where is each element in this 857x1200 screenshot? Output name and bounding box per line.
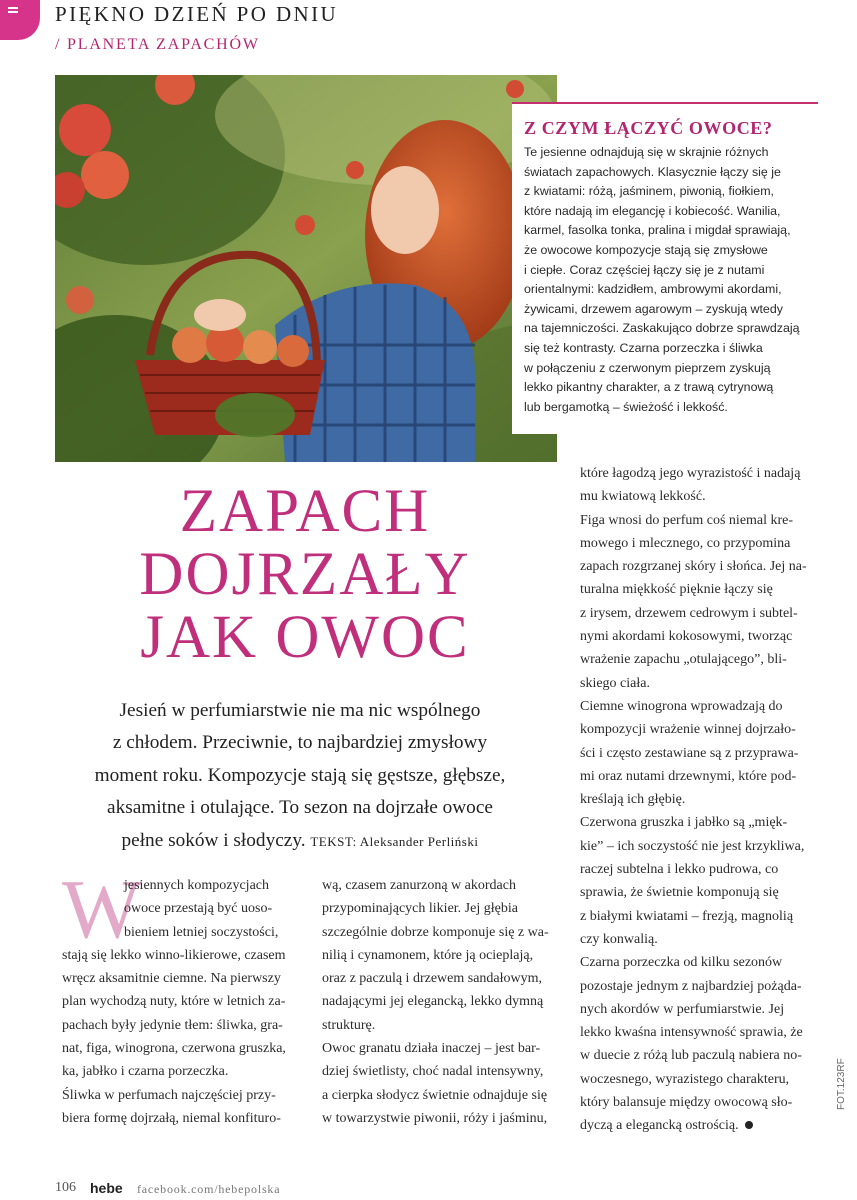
body-line: pachach były jedynie tłem: śliwka, gra- <box>62 1017 283 1033</box>
body-line: które łagodzą jego wyrazistość i nadają <box>580 466 801 481</box>
headline-line: ZAPACH <box>179 478 431 545</box>
body-line: przypominających likier. Jej głębia <box>322 901 518 917</box>
body-line: Czarna porzeczka od kilku sezonów <box>580 955 783 971</box>
article-column-2 <box>322 874 558 1130</box>
facebook-link[interactable]: facebook.com/hebepolska <box>137 1182 281 1196</box>
sidebar-line: żywicami, drzewem agarowym – zyskują wtedy <box>524 301 783 316</box>
lead-line: z chłodem. Przeciwnie, to najbardziej zmysłowy <box>112 732 488 754</box>
body-line: oraz z paczulą i drzewem sandałowym, <box>322 971 543 987</box>
body-line: nilią i cynamonem, które ją ocieplają, <box>322 947 534 963</box>
body-line: kreślają ich głębię. <box>580 792 686 808</box>
body-line: wręcz aksamitnie ciemne. Na pierwszy <box>62 971 281 987</box>
lead-line: moment roku. Kompozycje stają się gęstsze, głębsze, <box>94 764 506 786</box>
body-line: turalna miękkość pięknie łączy się <box>580 582 773 598</box>
headline-line: JAK OWOC <box>140 604 470 671</box>
body-line: pozostaje jednym z najbardziej pożąda- <box>580 978 802 994</box>
author-credit: TEKST: Aleksander Perliński <box>310 833 479 849</box>
body-line: zapach rozgrzanej skóry i słońca. Jej na- <box>580 559 807 575</box>
body-line: a cierpka słodycz świetnie odnajduje się <box>322 1087 548 1103</box>
body-line: lekko kwaśna intensywność sprawia, że <box>580 1025 803 1041</box>
body-line: plan wychodzą nuty, które w letnich za- <box>62 994 286 1010</box>
body-line: raczej subtelna i lekko pudrowa, co <box>580 862 779 878</box>
body-line: w towarzystwie piwonii, róży i jaśminu, <box>322 1110 548 1126</box>
body-line: kompozycji wrażenie winnej dojrzało- <box>580 722 796 738</box>
article-lead <box>60 695 540 858</box>
body-line: ka, jabłko i czarna porzeczka. <box>62 1064 229 1080</box>
sidebar-line: z kwiatami: różą, jaśminem, piwonią, fiołkiem, <box>524 184 774 199</box>
lead-line: pełne soków i słodyczy. <box>121 829 306 851</box>
sidebar-body <box>524 143 804 417</box>
body-line: wrażenie zapachu „otulającego”, bli- <box>580 652 787 668</box>
body-line: z białymi kwiatami – frezją, magnolią <box>580 908 794 924</box>
body-line: biera formę dojrzałą, niemal konfituro- <box>62 1110 281 1126</box>
sidebar-line: i ciepłe. Coraz częściej łączy się je z nutami <box>524 262 765 277</box>
article-column-1 <box>62 874 298 1130</box>
body-line: dyczą a elegancką ostrością. <box>580 1118 739 1134</box>
photo-credit: FOT.123RF <box>836 1058 847 1110</box>
sidebar-line: się też kontrasty. Czarna porzeczka i śliwka <box>524 340 763 355</box>
body-line: owoce przestają być uoso- <box>124 901 273 917</box>
brand-logo: hebe <box>90 1180 123 1196</box>
sidebar-line: Te jesienne odnajdują się w skrajnie różnych <box>524 145 769 159</box>
hero-photo <box>55 75 557 462</box>
body-line: kie” – ich soczystość nie jest krzykliwa, <box>580 838 805 854</box>
lead-line: aksamitne i otulające. To sezon na dojrzałe owoce <box>107 797 493 819</box>
body-line: skiego ciała. <box>580 675 650 691</box>
sidebar-line: lekko pikantny charakter, a z trawą cytrynową <box>524 380 774 395</box>
sidebar-box <box>512 102 818 434</box>
body-line: mi oraz nutami drzewnymi, które pod- <box>580 768 797 784</box>
page-number: 106 <box>55 1180 76 1195</box>
body-line: w duecie z różą lub paczulą nabiera no- <box>580 1048 802 1064</box>
sidebar-line: że owocowe kompozycje stają się zmysłowe <box>524 242 768 257</box>
body-line: sprawia, że świetnie komponują się <box>580 885 779 901</box>
body-line: bieniem letniej soczystości, <box>124 924 279 940</box>
body-line: jesiennych kompozycjach <box>124 878 270 893</box>
body-line: mowego i mlecznego, co przypomina <box>580 535 791 551</box>
body-line: strukturę. <box>322 1017 376 1033</box>
body-line: stają się lekko winno-likierowe, czasem <box>62 947 286 963</box>
body-line: mu kwiatową lekkość. <box>580 489 706 505</box>
sidebar-line: na tajemniczości. Zaskakująco dobrze sprawdzają <box>524 321 800 336</box>
sidebar-line: lub bergamotką – świeżość i lekkość. <box>524 399 728 414</box>
end-mark-icon <box>745 1121 753 1129</box>
sidebar-title: Z CZYM ŁĄCZYĆ OWOCE? <box>524 118 773 138</box>
body-line: z irysem, drzewem cedrowym i subtel- <box>580 605 798 621</box>
body-line: Śliwka w perfumach najczęściej przy- <box>62 1087 276 1103</box>
lead-line: Jesień w perfumiarstwie nie ma nic wspólnego <box>119 700 481 721</box>
body-line: Ciemne winogrona wprowadzają do <box>580 698 783 714</box>
sidebar-line: które nadają im elegancję i kobiecość. Wanilia, <box>524 203 781 218</box>
section-title: PIĘKNO DZIEŃ PO DNIU <box>55 2 339 26</box>
body-line: ści i często zestawiane są z przyprawa- <box>580 745 799 761</box>
body-line: nat, figa, winogrona, czerwona gruszka, <box>62 1041 286 1057</box>
body-line: nadającymi jej elegancką, lekko dymną <box>322 994 544 1010</box>
body-line: czy konwalią. <box>580 931 658 947</box>
sidebar-line: karmel, fasolka tonka, pralina i migdał sprawiają, <box>524 223 791 238</box>
body-line: wą, czasem zanurzoną w akordach <box>322 878 516 893</box>
article-headline <box>95 480 515 669</box>
section-marker-icon <box>0 0 40 40</box>
article-column-3 <box>580 462 818 1138</box>
sidebar-line: światach zapachowych. Klasycznie łączy się je <box>524 164 781 179</box>
section-subtitle: / PLANETA ZAPACHÓW <box>55 36 260 53</box>
body-line: szczególnie dobrze komponuje się z wa- <box>322 924 549 940</box>
sidebar-line: w połączeniu z czerwonym pieprzem zyskują <box>524 360 771 375</box>
drop-cap: W <box>62 863 142 956</box>
body-line: nych akordów w perfumiarstwie. Jej <box>580 1001 785 1017</box>
body-line: woczesnego, wyrazistego charakteru, <box>580 1071 790 1087</box>
headline-line: DOJRZAŁY <box>139 541 471 608</box>
body-line: który balansuje między owocową sło- <box>580 1095 793 1111</box>
body-line: Czerwona gruszka i jabłko są „mięk- <box>580 815 788 831</box>
body-line: dziej świetlisty, choć nadal intensywny, <box>322 1064 544 1080</box>
woman-apple-orchard-image <box>55 75 557 462</box>
body-line: Owoc granatu działa inaczej – jest bar- <box>322 1041 541 1057</box>
sidebar-line: orientalnymi: kadzidłem, ambrowymi akordami, <box>524 282 782 297</box>
body-line: nymi akordami kokosowymi, tworząc <box>580 629 793 645</box>
body-line: Figa wnosi do perfum coś niemal kre- <box>580 512 794 528</box>
